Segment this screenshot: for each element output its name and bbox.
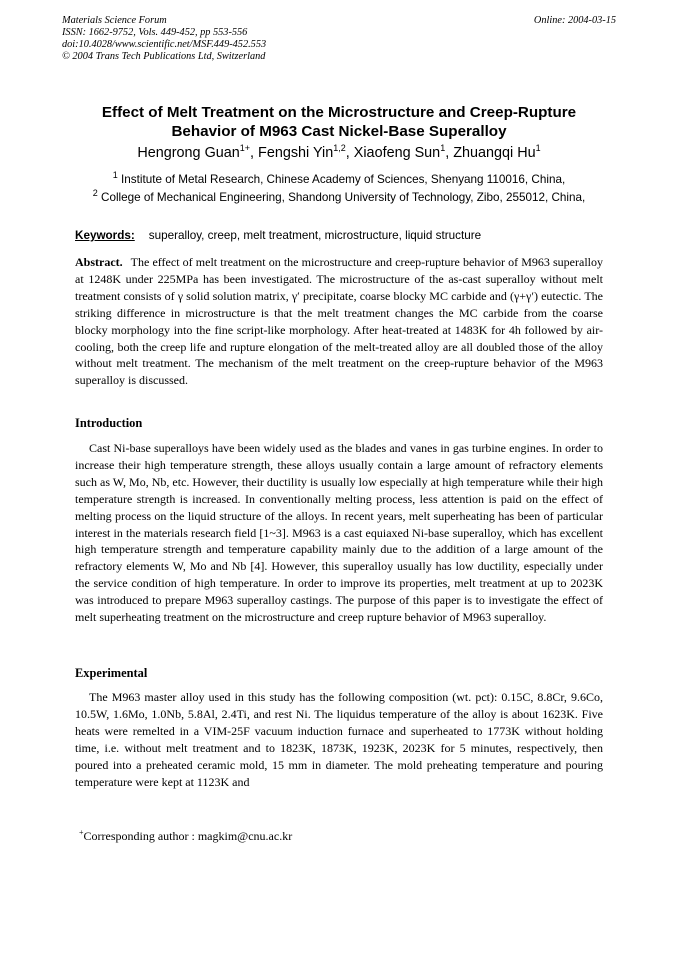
keywords-text: superalloy, creep, melt treatment, microstructure, liquid structure <box>148 229 482 242</box>
author-name: Zhuangqi Hu <box>453 145 536 161</box>
author-affil-mark: 1,2 <box>333 143 346 154</box>
abstract-label: Abstract. <box>75 255 123 269</box>
author-affil-mark: 1 <box>535 143 541 154</box>
experimental-heading: Experimental <box>75 666 148 680</box>
footnote-mark: + <box>79 828 84 837</box>
journal-doi[interactable]: doi:10.4028/www.scientific.net/MSF.449-452.553 <box>62 39 267 50</box>
experimental-text: The M963 master alloy used in this study has the following composition (wt. pct): 0.15C, 8.8Cr, 9.6Co, 10.5W, 1.6Mo, 1.0Nb, 5.8Al, 2.4Ti, and rest Ni. The liquidus temperature of the alloy is about 1623K. Five heats were remelted in a VIM-25F vacuum induction furnace and superheated to 1773K without holding time, i.e. without melt treatment and to 1823K, 1873K, 1923K, 2023K for 5 minutes, respectively, then poured into a preheated ceramic mold, 15 mm in diameter. The mold preheating temperature and pouring temperature were kept at 1123K and <box>75 690 603 789</box>
journal-copyright: © 2004 Trans Tech Publications Ltd, Switzerland <box>62 51 266 62</box>
affiliation-1 <box>62 170 616 187</box>
affiliation-mark: 2 <box>92 188 98 199</box>
footnote-text[interactable]: Corresponding author : magkim@cnu.ac.kr <box>83 829 293 843</box>
introduction-text: Cast Ni-base superalloys have been widely used as the blades and vanes in gas turbine engines. In order to increase their high temperature strength, these alloys usually contain a large amount of refractory elements such as W, Mo, Nb, etc. However, their ductility is usually low especially at high temperature while their high temperature strength is increased. In conventionally melting process, less attention is paid on the effect of melting process on the liquid structure of the alloys. In recent years, melt superheating has been of particular interest in the materials research field [1~3]. M963 is a cast equiaxed Ni-base superalloy, which has excellent high temperature strength and temperature capability mainly due to the addition of a large amount of the refractory elements W, Mo and Nb [4]. However, this superalloy usually has low ductility, especially under the service condition of high temperature. In order to improve its properties, melt treatment at up to 2023K was introduced to prepare M963 superalloy castings. The purpose of this paper is to investigate the effect of melt superheating treatment on the microstructure and creep rupture behavior of M963 superalloy. <box>75 441 603 625</box>
journal-issn: ISSN: 1662-9752, Vols. 449-452, pp 553-556 <box>62 27 248 38</box>
author-3 <box>354 145 453 161</box>
affiliation-mark: 1 <box>112 170 118 181</box>
author-affil-mark: 1 <box>440 143 446 154</box>
title-line-2: Behavior of M963 Cast Nickel-Base Superalloy <box>171 123 507 140</box>
author-name: Xiaofeng Sun <box>353 145 441 161</box>
affiliation-2 <box>62 188 616 205</box>
journal-name: Materials Science Forum <box>62 15 167 26</box>
online-date: Online: 2004-03-15 <box>533 15 616 26</box>
abstract <box>75 254 603 389</box>
affiliation-text: Institute of Metal Research, Chinese Academy of Sciences, Shenyang 110016, China, <box>121 173 566 186</box>
author-list <box>62 144 616 162</box>
author-4 <box>453 145 540 161</box>
corresponding-author-footnote <box>79 828 292 844</box>
author-separator: , <box>445 145 454 161</box>
abstract-text: The effect of melt treatment on the microstructure and creep-rupture behavior of M963 superalloy at 1248K under 225MPa has been investigated. The microstructure of the as-cast superalloy without melt treatment consists of γ solid solution matrix, γ′ precipitate, coarse blocky MC carbide and (γ+γ′) eutectic. The striking difference in microstructure is that the melt treatment changes the MC carbide from the coarse blocky morphology into the fine script-like morphology. After heat-treated at 1483K for 4h followed by air-cooling, both the creep life and rupture elongation of the melt-treated alloy are all doubled those of the alloy without melt treatment. The mechanism of the melt treatment on the creep-rupture behavior of the M963 superalloy is discussed. <box>75 255 603 388</box>
author-separator: , <box>250 145 259 161</box>
author-name: Fengshi Yin <box>258 145 334 161</box>
journal-header <box>62 15 616 63</box>
keywords <box>75 228 615 243</box>
paper-title <box>62 103 616 141</box>
author-name: Hengrong Guan <box>137 145 240 161</box>
introduction-heading: Introduction <box>75 416 143 430</box>
title-line-1: Effect of Melt Treatment on the Microstructure and Creep-Rupture <box>101 104 577 121</box>
keywords-label: Keywords: <box>75 229 135 242</box>
affiliation-text: College of Mechanical Engineering, Shandong University of Technology, Zibo, 255012, China, <box>101 191 586 204</box>
author-affil-mark: 1+ <box>239 143 251 154</box>
author-1 <box>137 145 258 161</box>
author-separator: , <box>345 145 354 161</box>
author-2 <box>258 145 354 161</box>
